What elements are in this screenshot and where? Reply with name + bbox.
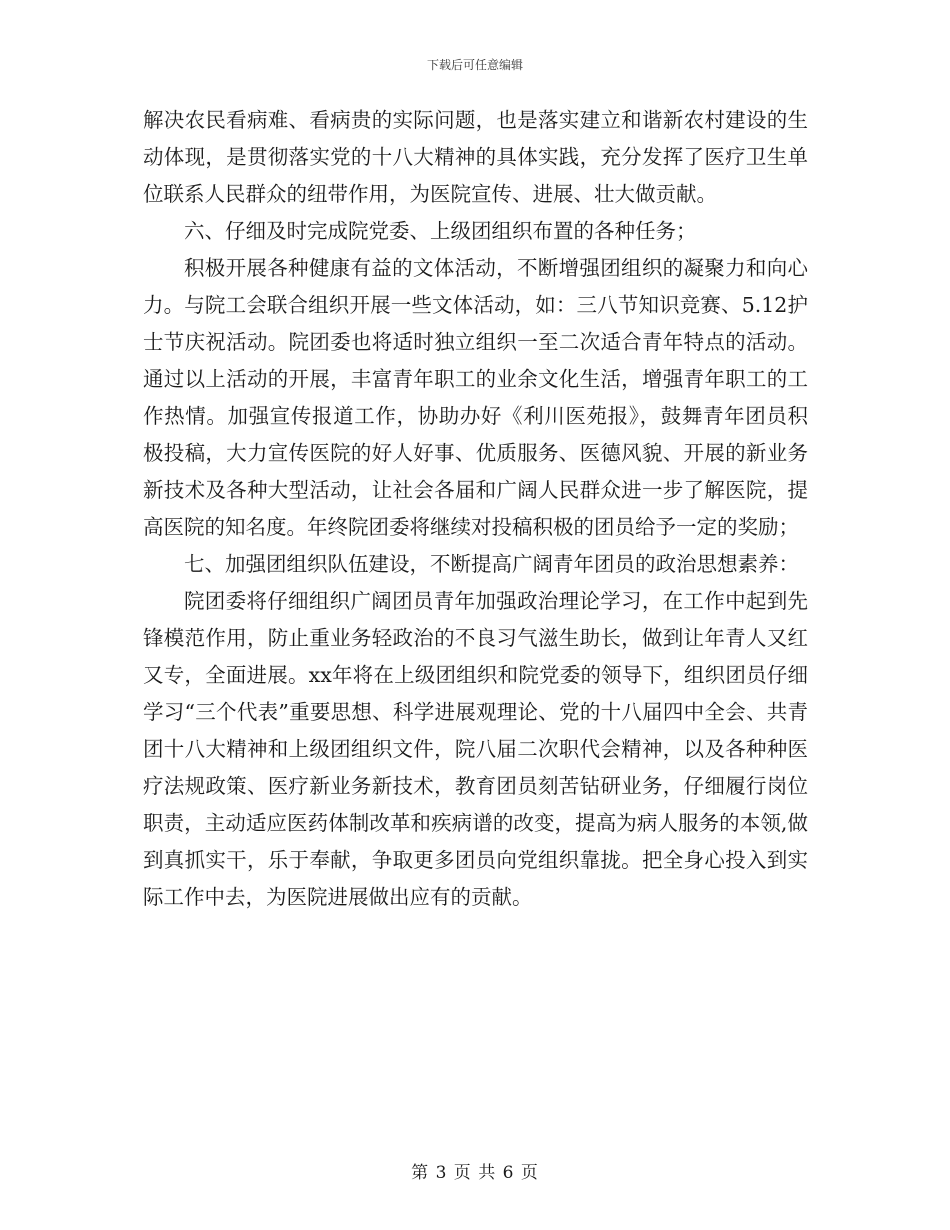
paragraph-4: 七、加强团组织队伍建设，不断提高广阔青年团员的政治思想素养：: [184, 552, 799, 576]
paragraph-5: 院团委将仔细组织广阔团员青年加强政治理论学习，在工作中起到先锋模范作用，防止重业务轻政治的不良习气滋生助长，做到让年青人又红又专，全面进展。xx年将在上级团组织和院党委的领导下，组织团员仔细学习“三个代表”重要思想、科学进展观理论、党的十八届四中全会、共青团十八大精神和上级团组织文件，院八届二次职代会精神，以及各种种医疗法规政策、医疗新业务新技术，教育团员刻苦钻研业务，仔细履行岗位职责，主动适应医药体制改革和疾病谱的改变，提高为病人服务的本领,做到真抓实干，乐于奉献，争取更多团员向党组织靠拢。把全身心投入到实际工作中去，为医院进展做出应有的贡献。: [143, 589, 808, 909]
paragraph-2: 六、仔细及时完成院党委、上级团组织布置的各种任务；: [184, 219, 697, 243]
paragraph-3: 积极开展各种健康有益的文体活动，不断增强团组织的凝聚力和向心力。与院工会联合组织开展一些文体活动，如：三八节知识竞赛、5.12护士节庆祝活动。院团委也将适时独立组织一至二次适合青年特点的活动。通过以上活动的开展，丰富青年职工的业余文化生活，增强青年职工的工作热情。加强宣传报道工作，协助办好《利川医苑报》，鼓舞青年团员积极投稿，大力宣传医院的好人好事、优质服务、医德风貌、开展的新业务新技术及各种大型活动，让社会各届和广阔人民群众进一步了解医院，提高医院的知名度。年终院团委将继续对投稿积极的团员给予一定的奖励；: [143, 256, 808, 539]
page-header: 下载后可任意编辑: [426, 58, 523, 72]
page-footer: 第 3 页 共 6 页: [411, 1163, 539, 1183]
paragraph-1: 解决农民看病难、看病贵的实际问题，也是落实建立和谐新农村建设的生动体现，是贯彻落实党的十八大精神的具体实践，充分发挥了医疗卫生单位联系人民群众的纽带作用，为医院宣传、进展、壮大做贡献。: [143, 108, 808, 206]
document-body: [143, 102, 808, 916]
